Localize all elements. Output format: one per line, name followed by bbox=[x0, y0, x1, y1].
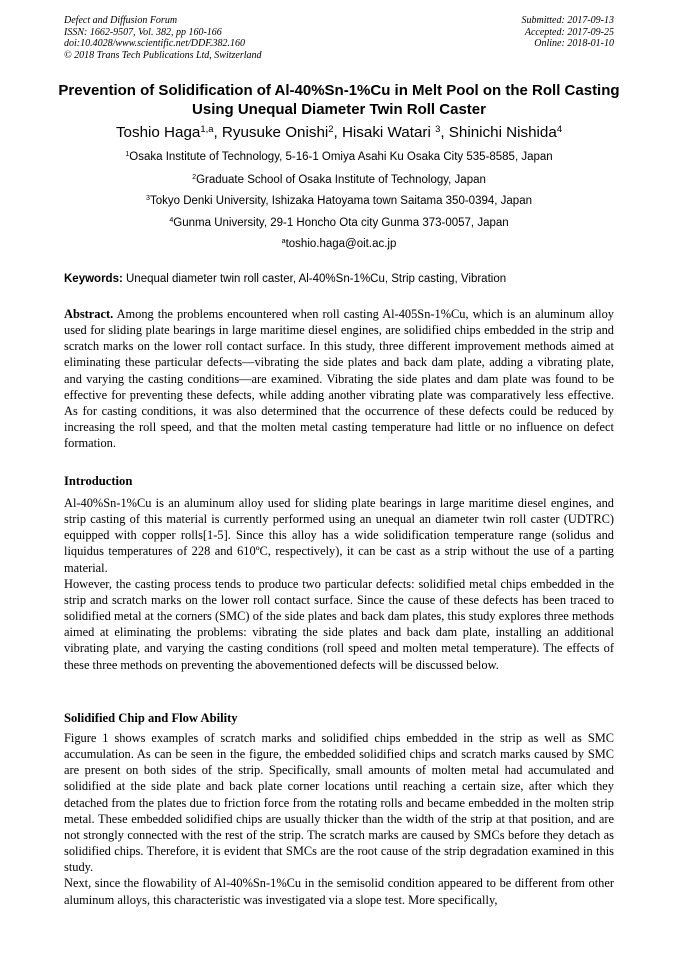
paragraph: Figure 1 shows examples of scratch marks and solidified chips embedded in the strip as well as SMC accumulation. As can be seen in the figure, the embedded solidified chips and scratch marks caused by SMC are present on both sides of the strip. Specifically, small amounts of molten metal had accumulated and solidified at the side plate and back plate corner locations until reaching a certain size, after which they detached from the plates due to friction force from the rotating rolls and became embedded in the molten strip metal. These embedded solidified chips are usually thicker than the width of the strip at that position, and are not strongly connected with the rest of the strip. The scratch marks are caused by SMCs before they detach as solidified chips. Therefore, it is evident that SMCs are the root cause of the strip degradation examined in this study. bbox=[64, 731, 614, 875]
affiliation bbox=[20, 173, 658, 187]
author-sup: 3 bbox=[435, 122, 441, 134]
submitted-date: Submitted: 2017-09-13 bbox=[521, 15, 614, 26]
journal-header-left bbox=[64, 15, 262, 61]
author-sup: 2 bbox=[328, 122, 334, 134]
journal-name: Defect and Diffusion Forum bbox=[64, 15, 178, 26]
affiliation-sup: 2 bbox=[192, 173, 197, 182]
paragraph: Al-40%Sn-1%Cu is an aluminum alloy used for sliding plate bearings in large maritime diesel engines, and strip casting of this material is currently performed using an unequal an diameter twin roll caster (UDTRC) equipped with copper rolls[1-5]. Since this alloy has a wide solidification temperature range (solidus and liquidus temperatures of 228 and 610ºC, respectively), it can be cast as a strip without the use of a parting material. bbox=[64, 496, 614, 575]
author-name: Ryusuke Onishi bbox=[221, 124, 329, 141]
paper-title: Prevention of Solidification of Al-40%Sn-1%Cu in Melt Pool on the Roll Casting Using Unequal Diameter Twin Roll Caster bbox=[58, 82, 620, 118]
author: Ryusuke Onishi$^2$, bbox=[221, 122, 342, 141]
keywords-label: Keywords: bbox=[64, 273, 123, 285]
keywords bbox=[64, 272, 624, 286]
email-sup: a bbox=[281, 237, 286, 246]
author: Toshio Haga$^{1,a}$, bbox=[115, 122, 222, 141]
email-text: toshio.haga@oit.ac.jp bbox=[285, 238, 397, 250]
affiliation-sup: 1 bbox=[125, 150, 130, 159]
online-date: Online: 2018-01-10 bbox=[534, 38, 614, 50]
author-list bbox=[20, 124, 658, 142]
paragraph: However, the casting process tends to produce two particular defects: solidified metal chips embedded in the strip and scratch marks on the lower roll contact surface. Since the cause of these defects has been traced to solidified metal at the corners (SMC) of the side plates and back dam plates, this study explores three methods aimed at eliminating the problems: vibrating the side plates and back dam plate, installing an additional vibrating plate, and varying the casting conditions (roll speed and molten metal temperature). The effects of these three methods on preventing the abovementioned defects will be discussed below. bbox=[64, 576, 614, 672]
author-name: Hisaki Watari bbox=[341, 124, 431, 141]
author: Hisaki Watari $^3$, bbox=[341, 122, 449, 141]
affiliation-text: Osaka Institute of Technology, 5-16-1 Omiya Asahi Ku Osaka City 535-8585, Japan bbox=[129, 151, 553, 163]
journal-copyright: © 2018 Trans Tech Publications Ltd, Switzerland bbox=[64, 49, 262, 61]
journal-doi: doi:10.4028/www.scientific.net/DDF.382.160 bbox=[64, 38, 246, 50]
accepted-date: Accepted: 2017-09-25 bbox=[524, 26, 614, 38]
affiliation-text: Graduate School of Osaka Institute of Technology, Japan bbox=[196, 174, 486, 186]
author-name: Toshio Haga bbox=[115, 124, 201, 141]
abstract-text: Among the problems encountered when roll casting Al-405Sn-1%Cu, which is an aluminum alloy used for sliding plate bearings in large maritime diesel engines, are solidified chips embedded in the strip and scratch marks on the lower roll contact surface. In this study, three different improvement methods aimed at eliminating these particular defects—vibrating the side plates and back dam plate, adding a vibrating plate, and varying the casting conditions—are examined. Vibrating the side plates and dam plate was found to be effective for preventing these defects, while adding another vibrating plate was comparatively less effective. As for casting conditions, it was also determined that the occurrence of these defects could be reduced by increasing the roll speed, and that the molten metal casting temperature had little or no influence on defect formation. bbox=[64, 307, 615, 451]
author bbox=[449, 124, 562, 141]
keywords-text: Unequal diameter twin roll caster, Al-40%Sn-1%Cu, Strip casting, Vibration bbox=[126, 273, 507, 285]
section-heading: Solidified Chip and Flow Ability bbox=[64, 711, 238, 725]
section-body bbox=[64, 730, 614, 908]
affiliation bbox=[20, 216, 658, 230]
affiliation-sup: 4 bbox=[169, 216, 174, 225]
author-sup: 1,a bbox=[200, 122, 214, 134]
journal-header-right bbox=[522, 15, 615, 50]
journal-issn: ISSN: 1662-9507, Vol. 382, pp 160-166 bbox=[64, 26, 222, 38]
introduction-body bbox=[64, 495, 614, 673]
author-sup: 4 bbox=[556, 122, 563, 134]
author-email bbox=[20, 237, 658, 251]
affiliation-text: Tokyo Denki University, Ishizaka Hatoyama town Saitama 350-0394, Japan bbox=[149, 195, 532, 207]
abstract-label: Abstract. bbox=[64, 307, 114, 321]
affiliation bbox=[20, 150, 658, 164]
affiliation-sup: 3 bbox=[145, 194, 150, 203]
paragraph: Next, since the flowability of Al-40%Sn-1%Cu in the semisolid condition appeared to be different from other aluminum alloys, this characteristic was investigated via a slope test. More specifically, bbox=[64, 876, 614, 907]
introduction-heading: Introduction bbox=[64, 474, 133, 488]
affiliation bbox=[20, 194, 658, 208]
affiliation-text: Gunma University, 29-1 Honcho Ota city Gunma 373-0057, Japan bbox=[173, 217, 509, 229]
author-name: Shinichi Nishida bbox=[448, 124, 557, 141]
abstract bbox=[64, 306, 614, 451]
